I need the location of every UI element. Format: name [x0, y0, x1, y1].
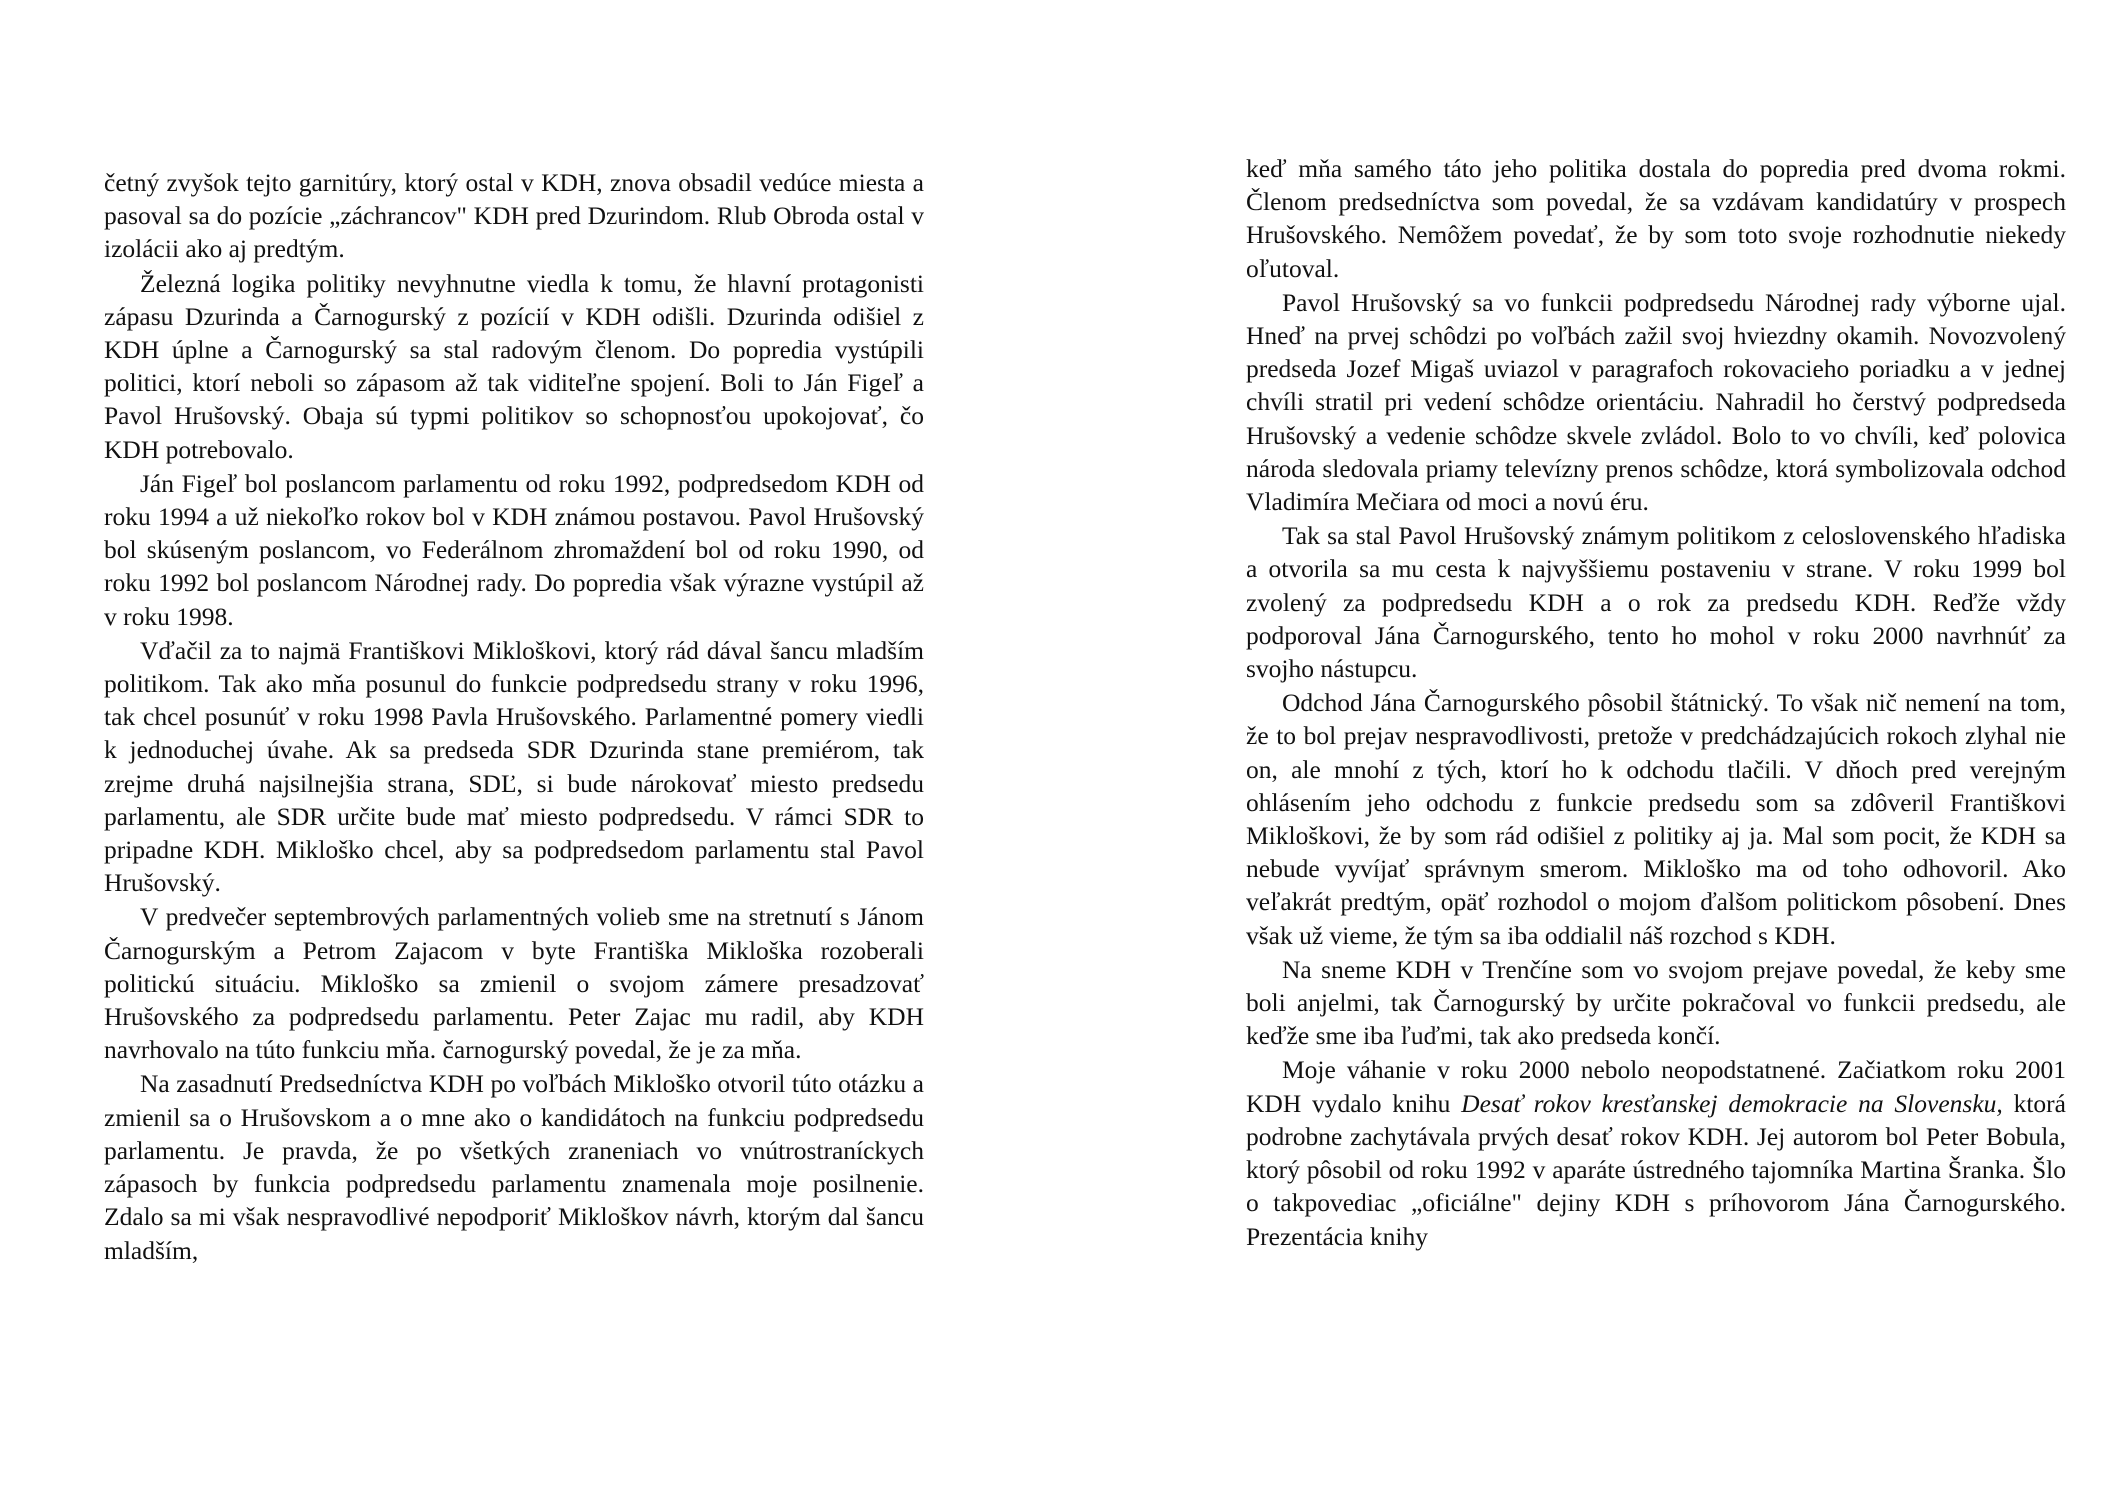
paragraph: Na sneme KDH v Trenčíne som vo svojom prejave povedal, že keby sme boli anjelmi, tak Čarnogurský by určite pokračoval vo funkcii predsedu, ale keďže sme iba ľuďmi, tak ako predseda končí. — [1246, 954, 2066, 1051]
paragraph: Železná logika politiky nevyhnutne viedla k tomu, že hlavní protagonisti zápasu Dzurinda a Čarnogurský z pozícií v KDH odišli. Dzurinda odišiel z KDH úplne a Čarnogurský sa stal radovým členom. Do popredia vystúpili politici, ktorí neboli so zápasom až tak viditeľne spojení. Boli to Ján Figeľ a Pavol Hrušovský. Obaja sú typmi politikov so schopnosťou upokojovať, čo KDH potrebovalo. — [104, 268, 924, 464]
paragraph: Ján Figeľ bol poslancom parlamentu od roku 1992, podpredsedom KDH od roku 1994 a už niekoľko rokov bol v KDH známou postavou. Pavol Hrušovský bol skúseným poslancom, vo Federálnom zhromaždení bol od roku 1990, od roku 1992 bol poslancom Národnej rady. Do popredia však výrazne vystúpil až v roku 1998. — [104, 468, 924, 631]
paragraph: V predvečer septembrových parlamentných volieb sme na stretnutí s Jánom Čarnogurským a Petrom Zajacom v byte Františka Mikloška rozoberali politickú situáciu. Mikloško sa zmienil o svojom zámere presadzovať Hrušovského za podpredsedu parlamentu. Peter Zajac mu radil, aby KDH navrhovalo na túto funkciu mňa. čarnogurský povedal, že je za mňa. — [104, 902, 924, 1065]
paragraph-text: ktorá podrobne zachytávala prvých desať rokov KDH. Jej autorom bol Peter Bobula, ktorý pôsobil od roku 1992 v aparáte ústredného tajomníka Martina Šranka. Šlo o takpovediac „oficiálne" dejiny KDH s príhovorom Jána Čarnogurského. Prezentácia knihy — [1246, 1088, 2066, 1251]
paragraph: Tak sa stal Pavol Hrušovský známym politikom z celoslovenského hľadiska a otvorila sa mu cesta k najvyššiemu postaveniu v strane. V roku 1999 bol zvolený za podpredsedu KDH a o rok za predsedu KDH. Reďže vždy podporoval Jána Čarnogurského, tento ho mohol v roku 2000 navrhnúť za svojho nástupcu. — [1246, 521, 2066, 684]
paragraph: Pavol Hrušovský sa vo funkcii podpredsedu Národnej rady výborne ujal. Hneď na prvej schôdzi po voľbách zažil svoj hviezdny okamih. Novozvolený predseda Jozef Migaš uviazol v paragrafoch rokovacieho poriadku a v jednej chvíli stratil pri vedení schôdze orientáciu. Nahradil ho čerstvý podpredseda Hrušovský a vedenie schôdze skvele zvládol. Bolo to vo chvíli, keď polovica národa sledovala priamy televízny prenos schôdze, ktorá symbolizovala odchod Vladimíra Mečiara od moci a novú éru. — [1246, 287, 2066, 517]
paragraph: Na zasadnutí Predsedníctva KDH po voľbách Mikloško otvoril túto otázku a zmienil sa o Hrušovskom a o mne ako o kandidátoch na funkciu podpredsedu parlamentu. Je pravda, že po všetkých zraneniach vo vnútrostraníckych zápasoch by funkcia podpredsedu parlamentu znamenala moje posilnenie. Zdalo sa mi však nespravodlivé nepodporiť Mikloškov návrh, ktorým dal šancu mladším, — [104, 1069, 924, 1265]
book-title: Desať rokov kresťanskej demokracie na Slovensku, — [1461, 1088, 2003, 1118]
paragraph: Odchod Jána Čarnogurského pôsobil štátnický. To však nič nemení na tom, že to bol prejav nespravodlivosti, pretože v predchádzajúcich rokoch zlyhal nie on, ale mnohí z tých, ktorí ho k odchodu tlačili. V dňoch pred verejným ohlásením jeho odchodu z funkcie predsedu som sa zdôveril Františkovi Mikloškovi, že by som rád odišiel z politiky aj ja. Mal som pocit, že KDH sa nebude vyvíjať správnym smerom. Mikloško ma od toho odhovoril. Ako veľakrát predtým, opäť rozhodol o mojom ďalšom politickom pôsobení. Dnes však už vieme, že tým sa iba oddialil náš rozchod s KDH. — [1246, 688, 2066, 950]
paragraph: četný zvyšok tejto garnitúry, ktorý ostal v KDH, znova obsadil vedúce miesta a pasoval sa do pozície „záchrancov" KDH pred Dzurindom. Rlub Obroda ostal v izolácii ako aj predtým. — [104, 168, 924, 264]
paragraph: Vďačil za to najmä Františkovi Mikloškovi, ktorý rád dával šancu mladším politikom. Tak ako mňa posunul do funkcie podpredsedu strany v roku 1996, tak chcel posunúť v roku 1998 Pavla Hrušovského. Parlamentné pomery viedli k jednoduchej úvahe. Ak sa predseda SDR Dzurinda stane premiérom, tak zrejme druhá najsilnejšia strana, SDĽ, si bude nárokovať miesto predsedu parlamentu, ale SDR určite bude mať miesto podpredsedu. V rámci SDR to pripadne KDH. Mikloško chcel, aby sa podpredsedom parlamentu stal Pavol Hrušovský. — [104, 635, 924, 898]
paragraph-text: Moje váhanie v roku 2000 nebolo neopodstatnené. Začiatkom roku 2001 KDH vydalo knihu — [1246, 1055, 2066, 1118]
left-page — [104, 166, 924, 1267]
paragraph-with-book-title — [1246, 1053, 2066, 1252]
right-page — [1246, 152, 2066, 1253]
paragraph: keď mňa samého táto jeho politika dostala do popredia pred dvoma rokmi. Členom predsedníctva som povedal, že sa vzdávam kandidatúry v prospech Hrušovského. Nemôžem povedať, že by som toto svoje rozhodnutie niekedy oľutoval. — [1246, 154, 2066, 283]
